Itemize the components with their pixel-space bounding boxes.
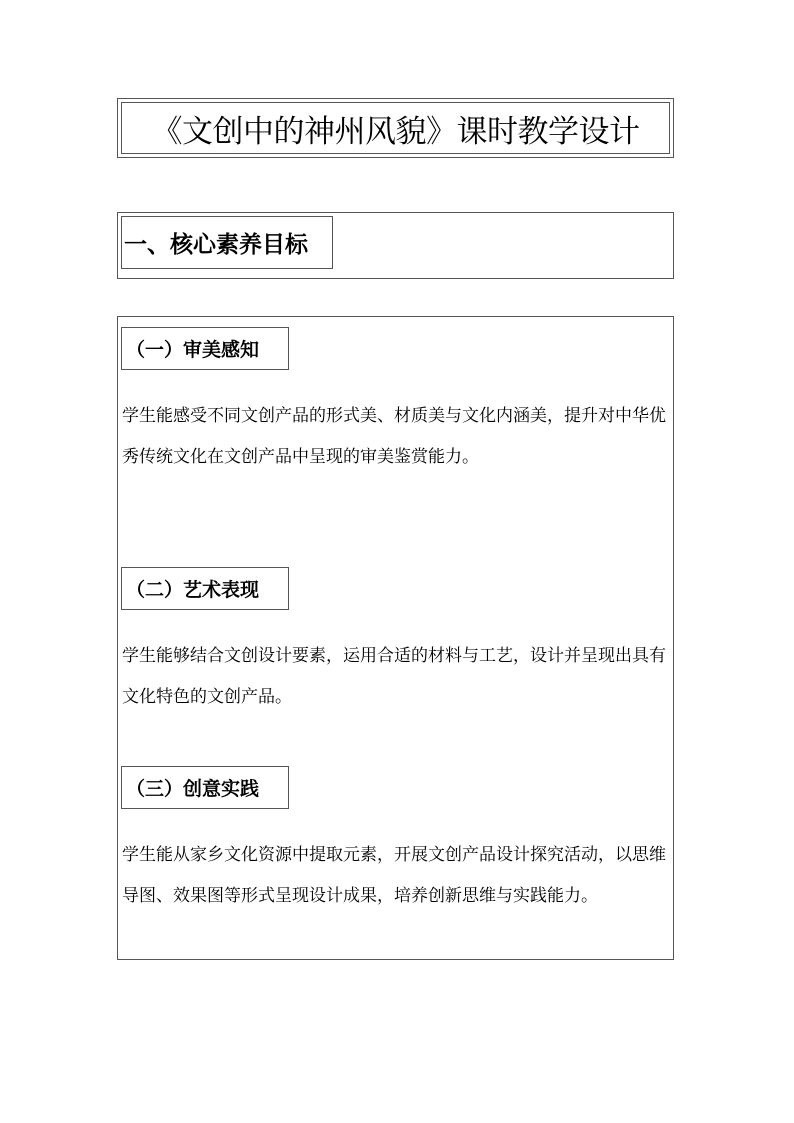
title-frame: [117, 98, 674, 158]
section-core-goals: [117, 212, 674, 279]
subsection-heading-creative-practice: （三）创意实践: [121, 766, 289, 809]
section-heading: 一、核心素养目标: [121, 216, 333, 269]
subsection-body-art-expression: 学生能够结合文创设计要素，运用合适的材料与工艺，设计并呈现出具有文化特色的文创产品。: [122, 646, 666, 707]
page-title: 《文创中的神州风貌》课时教学设计: [121, 102, 670, 154]
subsection-heading-art-expression: （二）艺术表现: [121, 567, 289, 610]
subsection-body-aesthetic: 学生能感受不同文创产品的形式美、材质美与文化内涵美，提升对中华优秀传统文化在文创产品中呈现的审美鉴赏能力。: [122, 406, 666, 467]
subsection-heading-aesthetic: （一）审美感知: [121, 327, 289, 370]
subsection-body-creative-practice: 学生能从家乡文化资源中提取元素，开展文创产品设计探究活动，以思维导图、效果图等形式呈现设计成果，培养创新思维与实践能力。: [122, 845, 666, 906]
goals-content: [117, 316, 674, 960]
